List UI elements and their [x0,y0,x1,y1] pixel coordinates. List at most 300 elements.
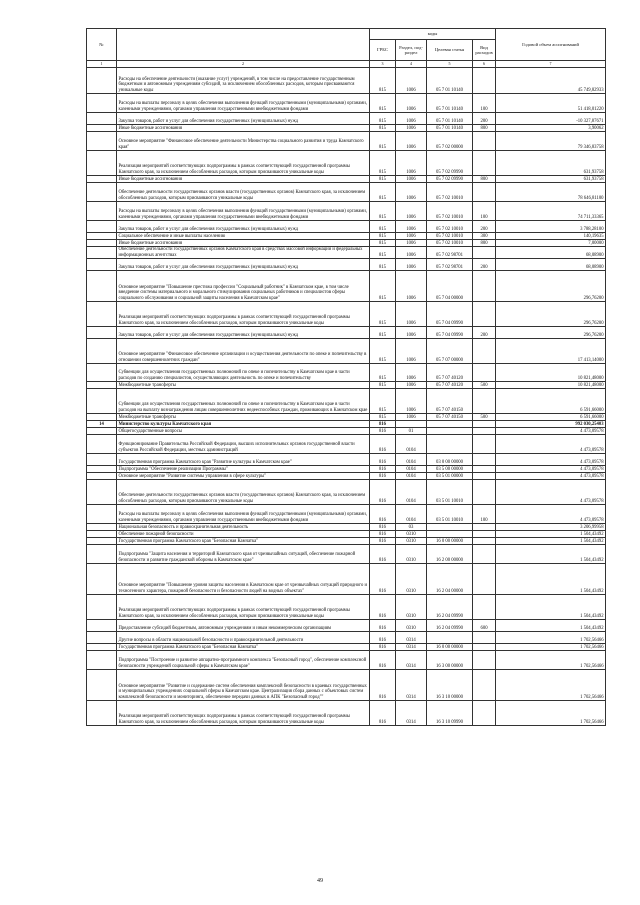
row-number [87,259,117,271]
row-name: Реализация мероприятий соответствующих подпрограммы в рамках соответствующей государственной программы Камчатского края, за исключением обособленных расходов, которым присваиваются уникальные коды [117,595,370,620]
row-number [87,545,117,564]
row-exp-type [473,651,496,670]
row-target: 03 5 01 00000 [427,473,473,480]
column-number: 3 [370,61,396,68]
row-amount: 4 473,09578 [496,480,606,505]
row-section: 0104 [396,505,427,524]
row-section: 1006 [396,94,427,113]
row-amount: 4 473,09578 [496,454,606,466]
row-number [87,247,117,259]
table-row [87,701,606,726]
row-grbs: 815 [370,271,396,302]
row-amount: 4 473,09578 [496,428,606,435]
row-grbs: 816 [370,466,396,473]
row-number [87,454,117,466]
row-amount: 17 413,14000 [496,339,606,364]
row-name: Расходы на выплаты персоналу в целях обеспечения выполнения функций государственными (муниципальными) органами, казенными учреждениями, органами управления государственными внебюджетными фондами [117,202,370,221]
row-exp-type [473,68,496,94]
table-row [87,125,606,132]
row-name: Субвенции для осуществления государственных полномочий по опеке и попечительству в Камчатском крае в части расходов по созданию специалистов, осуществляющих деятельность по опеке и попечительству [117,364,370,382]
row-section: 1006 [396,151,427,176]
row-exp-type: 800 [473,240,496,247]
table-row [87,94,606,113]
row-section: 0310 [396,564,427,595]
row-amount: 68,08900 [496,259,606,271]
column-number: 5 [427,61,473,68]
row-name: Реализация мероприятий соответствующих подпрограммы в рамках соответствующей государственной программы Камчатского края, за исключением обособленных расходов, которым присваиваются уникальные коды [117,701,370,726]
row-exp-type: 300 [473,233,496,240]
row-grbs: 815 [370,94,396,113]
row-number [87,701,117,726]
row-target: 05 7 02 10010 [427,202,473,221]
row-exp-type [473,595,496,620]
table-row [87,68,606,94]
table-row [87,564,606,595]
row-section: 1006 [396,240,427,247]
row-number [87,414,117,421]
table-row [87,595,606,620]
row-amount: 74 711,33365 [496,202,606,221]
row-section: 1006 [396,339,427,364]
table-row [87,454,606,466]
row-number [87,595,117,620]
row-exp-type: 600 [473,620,496,632]
table-row [87,480,606,505]
row-grbs: 816 [370,531,396,538]
row-exp-type: 500 [473,414,496,421]
row-exp-type [473,701,496,726]
row-name: Межбюджетные трансферты [117,414,370,421]
row-section: 0104 [396,480,427,505]
row-target: 03 0 00 00000 [427,454,473,466]
row-exp-type [473,428,496,435]
row-name: Социальное обеспечение и иные выплаты населению [117,233,370,240]
row-exp-type [473,538,496,545]
row-exp-type [473,473,496,480]
row-amount: 1 504,43492 [496,545,606,564]
row-name: Подпрограмма "Защита населения и территорий Камчатского края от чрезвычайных ситуаций, обеспечение пожарной безопасности и развитие гражданской обороны в Камчатском крае" [117,545,370,564]
row-name: Межбюджетные трансферты [117,382,370,389]
header-exp-type: Вид расходов [473,40,496,61]
row-name: Реализация мероприятий соответствующих подпрограммы в рамках соответствующей государственной программы Камчатского края, за исключением обособленных расходов, которым присваиваются уникальные коды [117,151,370,176]
table-row [87,233,606,240]
table-row [87,531,606,538]
row-exp-type [473,339,496,364]
row-name: Подпрограмма "Построение и развитие аппаратно-программного комплекса "Безопасный город", обеспечение комплексной безопасности учреждений социальной сферы в Камчатском крае" [117,651,370,670]
row-number [87,327,117,339]
row-grbs: 815 [370,151,396,176]
row-amount: 4 473,09578 [496,473,606,480]
row-section: 01 [396,428,427,435]
row-section: 1006 [396,259,427,271]
table-row [87,632,606,644]
row-name: Иные бюджетные ассигнования [117,176,370,183]
row-target: 05 7 01 10140 [427,125,473,132]
row-target: 05 7 07 40150 [427,414,473,421]
row-section: 1006 [396,414,427,421]
row-target: 05 7 07 40120 [427,364,473,382]
row-exp-type [473,389,496,414]
row-grbs: 815 [370,382,396,389]
row-grbs: 815 [370,389,396,414]
row-number [87,564,117,595]
row-section: 1006 [396,364,427,382]
row-number [87,620,117,632]
row-section: 1006 [396,302,427,327]
row-grbs: 815 [370,364,396,382]
table-row [87,302,606,327]
row-section: 0314 [396,651,427,670]
row-target: 05 7 02 98701 [427,247,473,259]
row-section: 1006 [396,233,427,240]
table-row [87,240,606,247]
row-name: Основное мероприятие "Развитие и содержание систем обеспечения комплексной безопасности в краевых государственных и муниципальных учреждениях социальной сферы в Камчатском крае. Централизация сбора данных с объектовых систем комплексной безопасности и мониторинга, обеспечение передачи данных в АПК "Безопасный город"" [117,670,370,701]
row-name: Расходы на обеспечение деятельности (оказание услуг) учреждений, в том числе на предоставление государственным бюджетным и автономным учреждениям субсидий, за исключением обособленных расходов, которым присваиваются уникальные коды [117,68,370,94]
row-exp-type: 800 [473,125,496,132]
row-name: Иные бюджетные ассигнования [117,125,370,132]
header-codes: коды [370,29,496,40]
header-section: Раздел, под-раздел [396,40,427,61]
row-grbs: 815 [370,176,396,183]
row-exp-type [473,247,496,259]
row-section: 0104 [396,466,427,473]
row-number [87,632,117,644]
row-number [87,538,117,545]
row-grbs: 816 [370,632,396,644]
budget-table [86,28,606,726]
row-name: Государственная программа Камчатского края "Безопасная Камчатка" [117,538,370,545]
row-grbs: 815 [370,183,396,202]
table-row [87,113,606,125]
row-number [87,466,117,473]
row-grbs: 816 [370,473,396,480]
row-grbs: 816 [370,435,396,454]
row-name: Государственная программа Камчатского края "Безопасная Камчатка" [117,644,370,651]
row-amount: 631,93758 [496,176,606,183]
table-row [87,151,606,176]
column-number: 6 [473,61,496,68]
row-target: 03 5 01 10010 [427,480,473,505]
row-amount: 45 749,82933 [496,68,606,94]
row-section: 0314 [396,701,427,726]
row-exp-type [473,454,496,466]
row-name: Иные бюджетные ассигнования [117,240,370,247]
row-amount: 6 591,66000 [496,389,606,414]
row-number [87,202,117,221]
row-name: Министерство культуры Камчатского края [117,421,370,428]
row-amount: 296,76200 [496,302,606,327]
row-number [87,68,117,94]
table-row [87,221,606,233]
row-amount: 1 702,56466 [496,701,606,726]
row-target [427,632,473,644]
row-exp-type [473,132,496,151]
row-amount: 3 788,28100 [496,221,606,233]
row-number [87,382,117,389]
row-amount: 4 473,09578 [496,505,606,524]
row-section: 1006 [396,221,427,233]
row-name: Субвенции для осуществления государственных полномочий по опеке и попечительству в Камчатском крае в части расходов на выплату вознаграждения лицам совершеннолетних недееспособных граждан, проживающих в Камчатском крае [117,389,370,414]
row-amount: 1 702,56466 [496,670,606,701]
row-grbs: 815 [370,202,396,221]
row-amount: 631,93758 [496,151,606,176]
row-number [87,428,117,435]
row-target: 05 7 01 10140 [427,94,473,113]
row-grbs: 815 [370,125,396,132]
row-name: Другие вопросы в области национальной безопасности и правоохранительной деятельности [117,632,370,644]
header-num: № [87,29,117,61]
row-grbs: 816 [370,670,396,701]
row-name: Реализация мероприятий соответствующих подпрограммы в рамках соответствующей государственной программы Камчатского края, за исключением обособленных расходов, которым присваиваются уникальные коды [117,302,370,327]
row-name: Расходы на выплаты персоналу в целях обеспечения выполнения функций государственными (муниципальными) органами, казенными учреждениями, органами управления государственными внебюджетными фондами [117,505,370,524]
row-name: Основное мероприятие "Повышение уровня защиты населения в Камчатском крае от чрезвычайных ситуаций природного и техногенного характера, пожарной безопасности и безопасности людей на водных объектах" [117,564,370,595]
table-row [87,176,606,183]
row-exp-type: 200 [473,327,496,339]
row-exp-type [473,183,496,202]
row-grbs: 816 [370,644,396,651]
table-row [87,428,606,435]
row-target [427,524,473,531]
row-target [427,421,473,428]
row-exp-type: 100 [473,94,496,113]
row-number [87,473,117,480]
row-number [87,271,117,302]
table-row [87,473,606,480]
row-exp-type [473,271,496,302]
row-section: 0104 [396,454,427,466]
row-exp-type [473,524,496,531]
row-amount: 1 504,43492 [496,531,606,538]
row-amount: 68,08900 [496,247,606,259]
row-grbs: 815 [370,132,396,151]
row-exp-type [473,364,496,382]
table-row [87,382,606,389]
row-name: Обеспечение деятельности государственных органов Камчатского края в средствах массовой информации и федеральных информационных агентствах [117,247,370,259]
row-grbs: 816 [370,595,396,620]
row-name: Расходы на выплаты персоналу в целях обеспечения выполнения функций государственными (муниципальными) органами, казенными учреждениями, органами управления государственными внебюджетными фондами [117,94,370,113]
row-section: 0314 [396,632,427,644]
row-number [87,480,117,505]
row-name: Обеспечение деятельности государственных органов власти (государственных органов) Камчатского края, за исключением обособленных расходов, которым присваиваются уникальные коды [117,183,370,202]
row-number [87,94,117,113]
row-amount: 1 702,56466 [496,632,606,644]
row-amount: 1 504,43492 [496,564,606,595]
row-target [427,428,473,435]
row-amount: 1 504,43492 [496,620,606,632]
row-number: 14 [87,421,117,428]
row-grbs: 816 [370,454,396,466]
row-number [87,183,117,202]
row-section: 0314 [396,644,427,651]
row-grbs: 815 [370,302,396,327]
row-target: 16 3 00 00000 [427,651,473,670]
row-name: Закупка товаров, работ и услуг для обеспечения государственных (муниципальных) нужд [117,221,370,233]
row-target: 05 7 02 10010 [427,221,473,233]
row-amount: 140,19635 [496,233,606,240]
row-number [87,524,117,531]
row-exp-type [473,480,496,505]
row-grbs: 816 [370,421,396,428]
row-section: 0310 [396,531,427,538]
row-number [87,364,117,382]
row-name: Обеспечение деятельности государственных органов власти (государственных органов) Камчатского края, за исключением обособленных расходов, которым присваиваются уникальные коды [117,480,370,505]
row-exp-type: 200 [473,113,496,125]
table-row [87,644,606,651]
row-target: 05 7 07 40150 [427,389,473,414]
row-target: 05 7 02 98701 [427,259,473,271]
row-number [87,651,117,670]
table-row [87,421,606,428]
header-annual: Годовой объем ассигнований [496,29,606,61]
row-target: 05 7 04 09990 [427,327,473,339]
row-number [87,531,117,538]
row-target: 16 2 04 09990 [427,620,473,632]
row-number [87,435,117,454]
row-amount: 992 030,25403 [496,421,606,428]
row-number [87,176,117,183]
row-exp-type [473,151,496,176]
row-amount: 7,00000 [496,240,606,247]
table-row [87,545,606,564]
row-amount: 10 821,48000 [496,364,606,382]
row-exp-type: 200 [473,221,496,233]
row-grbs: 815 [370,240,396,247]
row-exp-type [473,302,496,327]
row-exp-type [473,531,496,538]
row-exp-type: 800 [473,176,496,183]
column-numbers-row [87,61,606,68]
row-section: 0104 [396,435,427,454]
row-target: 05 7 02 10010 [427,183,473,202]
row-number [87,113,117,125]
row-name: Подпрограмма "Обеспечение реализации Программы" [117,466,370,473]
row-section: 1006 [396,247,427,259]
row-name: Основное мероприятие "Повышение престижа профессии "Социальный работник" в Камчатском крае, в том числе внедрение системы материального и морального стимулирования социальных работников и специалистов сферы социального обслуживания и социальной защиты населения в Камчатском крае" [117,271,370,302]
row-exp-type [473,435,496,454]
column-number: 7 [496,61,606,68]
table-row [87,183,606,202]
row-number [87,505,117,524]
row-name: Закупка товаров, работ и услуг для обеспечения государственных (муниципальных) нужд [117,259,370,271]
row-target: 16 3 10 09990 [427,701,473,726]
row-grbs: 815 [370,327,396,339]
row-amount: 1 504,43492 [496,538,606,545]
table-row [87,651,606,670]
table-row [87,414,606,421]
table-row [87,538,606,545]
row-section: 1006 [396,68,427,94]
row-grbs: 815 [370,68,396,94]
row-amount: 3 206,99958 [496,524,606,531]
row-exp-type: 500 [473,382,496,389]
row-exp-type [473,466,496,473]
row-section: 1006 [396,327,427,339]
row-number [87,240,117,247]
row-name: Функционирование Правительства Российской Федерации, высших исполнительных органов государственной власти субъектов Российской Федерации, местных администраций [117,435,370,454]
row-section: 0310 [396,538,427,545]
row-amount: 4 473,09578 [496,435,606,454]
row-name: Основное мероприятие "Развитие системы управления в сфере культуры" [117,473,370,480]
table-row [87,524,606,531]
row-name: Обеспечение пожарной безопасности [117,531,370,538]
column-number: 2 [117,61,370,68]
table-row [87,620,606,632]
row-section: 1006 [396,389,427,414]
row-grbs: 816 [370,428,396,435]
row-target: 03 5 01 10010 [427,505,473,524]
row-target: 05 7 01 10140 [427,113,473,125]
row-grbs: 816 [370,538,396,545]
row-target: 16 2 04 00000 [427,564,473,595]
row-exp-type: 100 [473,505,496,524]
table-row [87,259,606,271]
table-row [87,271,606,302]
row-target: 16 2 00 00000 [427,545,473,564]
row-target [427,531,473,538]
row-section: 0310 [396,545,427,564]
page-number: 49 [317,878,323,884]
row-exp-type [473,564,496,595]
table-row [87,364,606,382]
row-number [87,339,117,364]
row-name: Закупка товаров, работ и услуг для обеспечения государственных (муниципальных) нужд [117,113,370,125]
row-number [87,302,117,327]
row-number [87,221,117,233]
row-name: Закупка товаров, работ и услуг для обеспечения государственных (муниципальных) нужд [117,327,370,339]
table-body [87,68,606,726]
table-row [87,132,606,151]
table-row [87,466,606,473]
row-target: 05 7 02 10010 [427,233,473,240]
row-section: 1006 [396,382,427,389]
row-target: 05 7 02 09990 [427,176,473,183]
row-target: 05 7 04 00000 [427,271,473,302]
row-amount: 6 591,66000 [496,414,606,421]
row-number [87,389,117,414]
row-exp-type [473,421,496,428]
row-amount: 1 702,56466 [496,651,606,670]
row-grbs: 815 [370,221,396,233]
row-amount: 1 702,56466 [496,644,606,651]
row-section: 1006 [396,183,427,202]
row-grbs: 815 [370,113,396,125]
row-grbs: 815 [370,259,396,271]
table-row [87,247,606,259]
row-section: 1006 [396,176,427,183]
row-target: 05 7 04 09990 [427,302,473,327]
row-amount: 296,76200 [496,271,606,302]
row-section: 1006 [396,202,427,221]
row-target: 16 0 00 00000 [427,538,473,545]
row-number [87,670,117,701]
row-grbs: 816 [370,651,396,670]
table-row [87,505,606,524]
row-number [87,233,117,240]
row-target: 05 7 02 00000 [427,132,473,151]
row-target: 05 7 02 09990 [427,151,473,176]
row-section: 1006 [396,125,427,132]
row-amount: 3,90062 [496,125,606,132]
row-target: 05 7 07 40120 [427,382,473,389]
row-grbs: 816 [370,524,396,531]
table-row [87,389,606,414]
row-number [87,132,117,151]
row-section: 03 [396,524,427,531]
row-section: 0310 [396,620,427,632]
row-target: 16 2 04 09990 [427,595,473,620]
row-section: 0310 [396,595,427,620]
header-grbs: ГРБС [370,40,396,61]
